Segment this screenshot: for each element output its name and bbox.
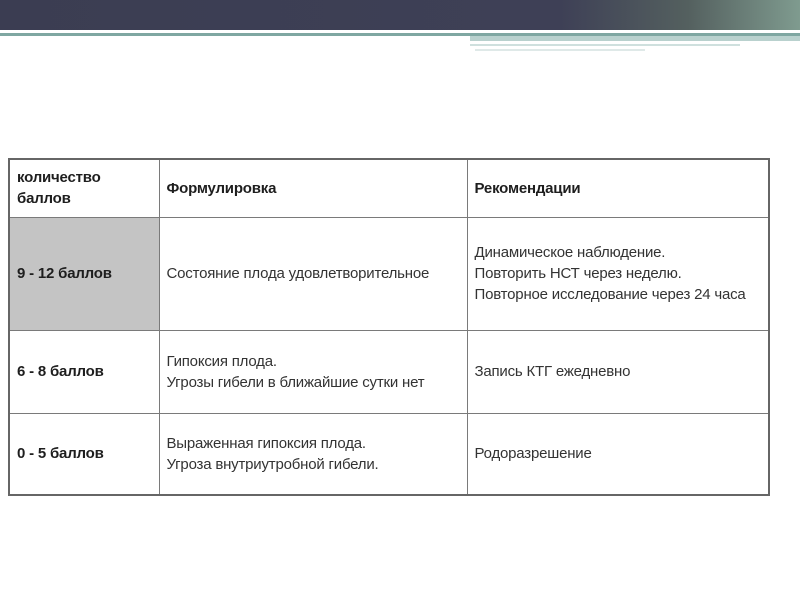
accent-stripe [470, 36, 800, 41]
table-header-row [9, 159, 769, 217]
recommendation-line: Повторить НСТ через неделю. [474, 265, 682, 282]
score-cell: 6 - 8 баллов [9, 330, 159, 413]
recommendation-cell [467, 217, 769, 330]
table-row [9, 217, 769, 330]
recommendation-line: Запись КТГ ежедневно [474, 363, 631, 380]
table-row [9, 413, 769, 495]
table-row [9, 330, 769, 413]
accent-stripe [470, 44, 740, 46]
formulation-line: Гипоксия плода. [166, 352, 277, 370]
recommendation-cell [467, 413, 769, 495]
formulation-line: Состояние плода удовлетворительное [166, 265, 430, 282]
formulation-cell [159, 217, 467, 330]
header-recommendation: Рекомендации [467, 159, 769, 217]
header-formulation: Формулировка [159, 159, 467, 217]
ctg-scoring-table [8, 158, 770, 496]
recommendation-cell [467, 330, 769, 413]
header-score: количество баллов [9, 159, 159, 217]
recommendation-line: Динамическое наблюдение. [474, 244, 666, 261]
formulation-line: Угроза внутриутробной гибели. [166, 455, 379, 473]
score-cell: 0 - 5 баллов [9, 413, 159, 495]
score-cell: 9 - 12 баллов [9, 217, 159, 330]
formulation-line: Угрозы гибели в ближайшие сутки нет [166, 373, 425, 391]
formulation-cell [159, 413, 467, 495]
formulation-line: Выраженная гипоксия плода. [166, 434, 366, 452]
accent-stripe [475, 49, 645, 51]
formulation-cell [159, 330, 467, 413]
recommendation-line: Повторное исследование через 24 часа [474, 286, 746, 303]
slide-header-bar [0, 0, 800, 30]
recommendation-line: Родоразрешение [474, 445, 592, 463]
